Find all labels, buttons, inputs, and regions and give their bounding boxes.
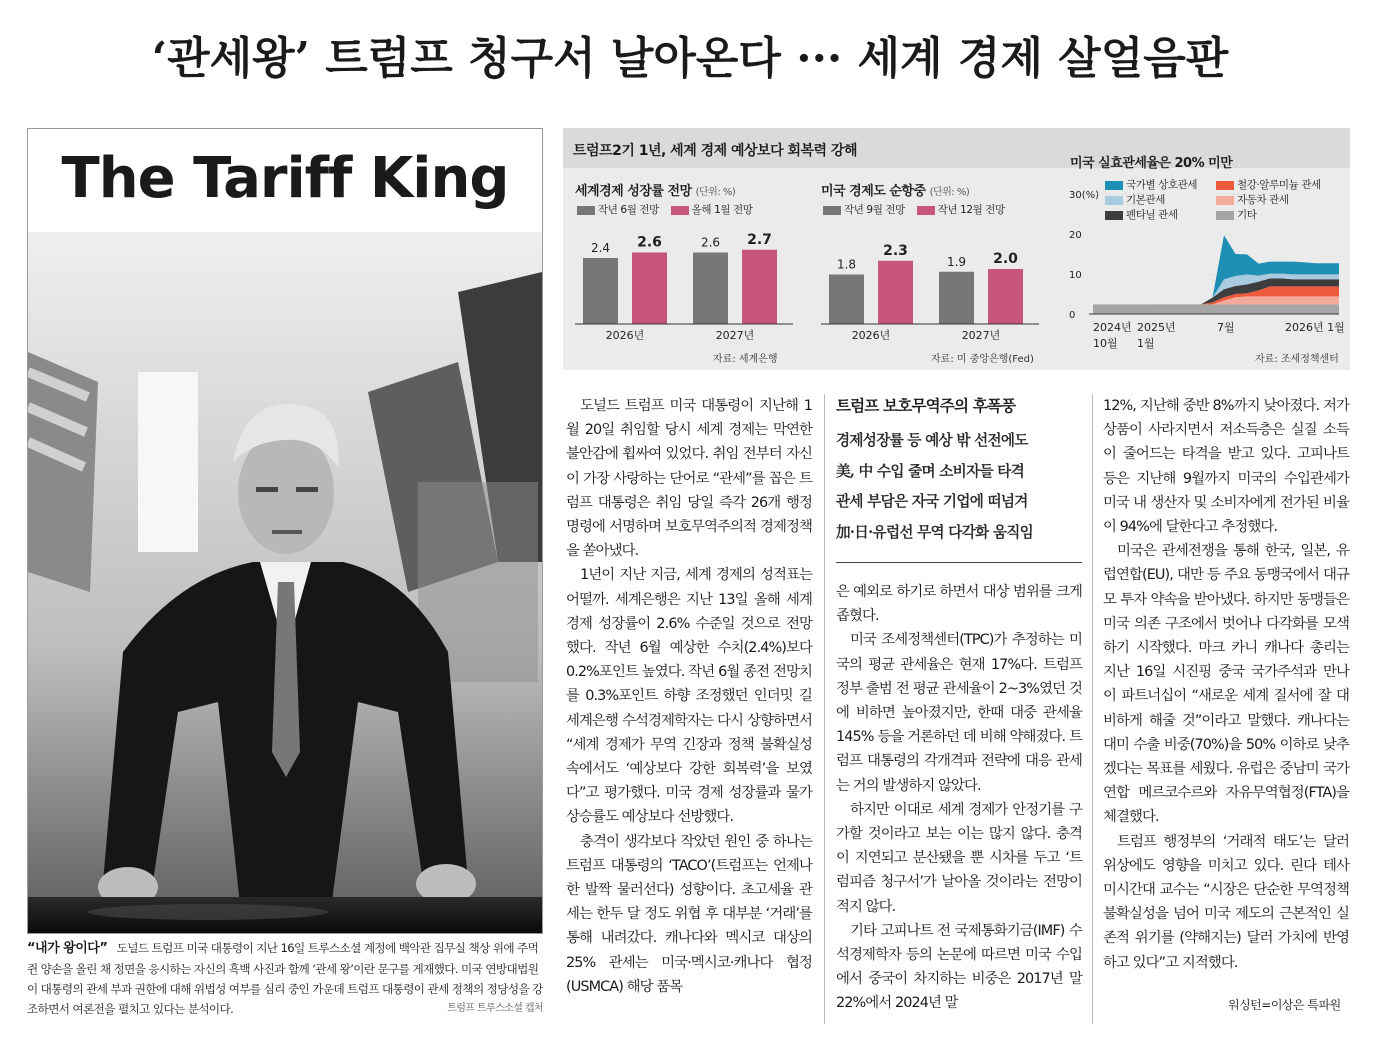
article-column-2	[836, 580, 1082, 1016]
bar-value-label: 2.3	[883, 242, 908, 259]
bar	[939, 272, 974, 324]
bar	[693, 253, 728, 325]
panel3-title: 미국 실효관세율은 20% 미만	[1070, 156, 1233, 171]
bar	[988, 269, 1023, 324]
world-growth-bar-chart	[571, 228, 801, 348]
panel2-title	[821, 180, 969, 199]
x-tick-label: 2025년	[1137, 321, 1176, 334]
legend-label: 펜타닐 관세	[1126, 209, 1178, 221]
legend-label: 국가별 상호관세	[1126, 179, 1198, 191]
panel1-source: 자료: 세계은행	[713, 354, 778, 365]
legend-label: 자동차 관세	[1237, 194, 1289, 206]
article-paragraph: 1년이 지난 지금, 세계 경제의 성적표는 어떨까. 세계은행은 지난 13일 올해 세계 경제 성장률이 2.6% 수준일 것으로 전망했다. 작년 6월 예상한 수치(2.4%)보다 0.2%포인트 높였다. 작년 6월 종전 전망치를 0.3%포인트 하향 조정했던 인더밋 길 세계은행 수석경제학자는 다시 상향하면서 “세계 경제가 무역 긴장과 정책 불확실성 속에서도 ‘예상보다 강한 회복력’을 보였다”고 평가했다. 미국 경제 성장률과 물가상승률도 예상보다 선방했다.	[566, 567, 812, 826]
x-tick-label: 10월	[1093, 337, 1118, 350]
subheadline-line: 美, 中 수입 줄며 소비자들 타격	[836, 462, 1025, 480]
bar	[583, 258, 618, 324]
infographic-title: 트럼프2기 1년, 세계 경제 예상보다 회복력 강해	[573, 143, 857, 159]
byline: 워싱턴=이상은 특파원	[1228, 998, 1341, 1012]
legend-label: 작년 9월 전망	[844, 204, 905, 216]
article-paragraph: 미국 조세정책센터(TPC)가 추정하는 미국의 평균 관세율은 현재 17%다. 트럼프 정부 출범 전 평균 관세율이 2~3%였던 것에 비하면 높아졌지만, 한때 대중 관세율 145% 등을 거론하던 데 비해 약해졌다. 트럼프 대통령의 각개격파 전략에 대응 관세는 거의 발생하지 않았다.	[836, 632, 1082, 794]
legend-swatch-prev	[577, 206, 595, 215]
bar-value-label: 2.0	[993, 251, 1018, 267]
y-tick-label: 30(%)	[1069, 190, 1100, 201]
area-series	[1155, 296, 1339, 304]
bar	[829, 275, 864, 325]
column-divider	[824, 394, 825, 1024]
column-divider	[1092, 394, 1093, 1024]
photo	[27, 128, 543, 934]
x-tick-label: 2027년	[715, 329, 755, 342]
y-tick-label: 10	[1069, 270, 1082, 281]
article-column-3	[1103, 394, 1349, 975]
bar-value-label: 1.9	[946, 254, 967, 269]
article-paragraph: 충격이 생각보다 작았던 원인 중 하나는 트럼프 대통령의 ‘TACO’(트럼프는 언제나 한 발짝 물러선다) 성향이다. 초고세율 관세는 한두 달 정도 위협 후 대부분 ‘거래’를 통해 내려갔다. 캐나다와 멕시코 대상의 25% 관세는 미국·멕시코·캐나다 협정(USMCA) 해당 품목	[566, 833, 812, 995]
subheadline-line: 경제성장률 등 예상 밖 선전에도	[836, 432, 1028, 449]
x-tick-label: 2024년	[1093, 321, 1132, 334]
panel1-title	[575, 180, 735, 199]
caption-text: 도널드 트럼프 미국 대통령이 지난 16일 트루스소셜 계정에 백악관 집무실 책상 위에 주먹 쥔 양손을 올린 채 정면을 응시하는 자신의 흑백 사진과 함께 ‘관세 왕’이란 문구를 게재했다. 미국 연방대법원이 대통령의 관세 부과 권한에 대해 위법성 여부를 심리 중인 가운데 트럼프 대통령이 관세 정책의 정당성을 강조하면서 여론전을 펼치고 있다는 분석이다.	[27, 941, 543, 1016]
photo-title: The Tariff King	[28, 129, 542, 232]
legend-swatch-prev	[823, 206, 841, 215]
article-paragraph: 은 예외로 하기로 하면서 대상 범위를 크게 좁혔다.	[836, 584, 1082, 625]
legend-swatch-new	[917, 206, 935, 215]
article-paragraph: 트럼프 행정부의 ‘거래적 태도’는 달러 위상에도 영향을 미치고 있다. 린다 테사 미시간대 교수는 “시장은 단순한 무역정책 불확실성을 넘어 미국 제도의 근본적인 실존적 위기를 (약해지는) 달러 가치에 반영하고 있다”고 지적했다.	[1103, 833, 1349, 971]
x-tick-label: 7월	[1217, 321, 1235, 334]
panel1-unit: (단위: %)	[695, 187, 736, 198]
panel3-source: 자료: 조세정책센터	[1255, 354, 1339, 365]
legend-label: 철강·알루미늄 관세	[1237, 179, 1321, 191]
article-paragraph: 하지만 이대로 세계 경제가 안정기를 구가할 것이라고 보는 이는 많지 않다. 충격이 지연되고 분산됐을 뿐 시차를 두고 ‘트럼피즘 청구서’가 날아올 것이라는 전망이 적지 않다.	[836, 801, 1082, 915]
panel2-unit: (단위: %)	[929, 187, 970, 198]
subheadline-line: 加·日·유럽선 무역 다각화 움직임	[836, 523, 1034, 541]
photo-credit: 트럼프 트루스소셜 캡처	[447, 1003, 543, 1014]
bar	[632, 253, 667, 325]
bar-value-label: 1.8	[836, 257, 857, 272]
subheadline-line: 관세 부담은 자국 기업에 떠넘겨	[836, 493, 1028, 510]
panel2-source: 자료: 미 중앙은행(Fed)	[931, 354, 1034, 365]
x-tick-label: 2026년	[851, 329, 891, 342]
area-series	[1093, 304, 1155, 314]
bar-value-label: 2.7	[747, 231, 772, 248]
article-paragraph: 미국은 관세전쟁을 통해 한국, 일본, 유럽연합(EU), 대만 등 주요 동맹국에서 대규모 투자 약속을 받아냈다. 하지만 동맹들은 미국 의존 구조에서 벗어나 다각화를 모색하기 시작했다. 마크 카니 캐나다 총리는 지난 16일 시진핑 중국 국가주석과 만나 이 파트너십이 “새로운 세계 질서에 잘 대비하게 해줄 것”이라고 말했다. 캐나다는 대미 수출 비중(70%)을 50% 이하로 낮추겠다는 목표를 세웠다. 유럽은 중남미 국가 연합 메르코수르와 자유무역협정(FTA)을 체결했다.	[1103, 543, 1349, 826]
bar-value-label: 2.4	[590, 241, 611, 255]
x-tick-label: 2026년	[605, 329, 645, 342]
panel1-legend	[577, 202, 753, 217]
bar-value-label: 2.6	[637, 234, 662, 251]
legend-label: 작년 12월 전망	[937, 204, 1005, 216]
panel1-title-text: 세계경제 성장률 전망	[575, 184, 692, 199]
legend-label: 작년 6월 전망	[598, 204, 659, 216]
headline: ‘관세왕’ 트럼프 청구서 날아온다 ··· 세계 경제 살얼음판	[151, 33, 1229, 84]
effective-tariff-area-chart	[1067, 174, 1347, 364]
subheadline-main: 트럼프 보호무역주의 후폭풍	[836, 396, 1016, 415]
caption-label: “내가 왕이다”	[27, 941, 108, 956]
x-tick-label: 1월	[1137, 337, 1155, 350]
legend-label: 기타	[1237, 209, 1257, 221]
panel2-legend	[823, 202, 1005, 217]
subheadline-divider	[836, 562, 1082, 563]
trump-photo-image	[28, 232, 542, 933]
us-growth-bar-chart	[817, 228, 1047, 348]
y-tick-label: 20	[1069, 230, 1082, 241]
y-tick-label: 0	[1069, 310, 1076, 321]
article-paragraph: 도널드 트럼프 미국 대통령이 지난해 1월 20일 취임할 당시 세계 경제는 막연한 불안감에 휩싸여 있었다. 취임 전부터 자신이 가장 사랑하는 단어로 “관세”를 꼽은 트럼프 대통령은 취임 당일 즉각 26개 행정명령에 서명하며 보호무역주의적 경제정책을 쏟아냈다.	[566, 398, 812, 560]
area-series	[1155, 304, 1339, 314]
legend-label: 기본관세	[1126, 194, 1165, 206]
legend-label: 올해 1월 전망	[691, 204, 753, 216]
bar	[742, 250, 777, 324]
x-tick-label: 2027년	[961, 329, 1001, 342]
subheadline-block	[836, 394, 1082, 548]
bar	[878, 261, 913, 324]
article-paragraph: 기타 고피나트 전 국제통화기금(IMF) 수석경제학자 등의 논문에 따르면 미국 수입에서 중국이 차지하는 비중은 2017년 말 22%에서 2024년 말	[836, 922, 1082, 1012]
article-paragraph: 12%, 지난해 중반 8%까지 낮아졌다. 저가 상품이 사라지면서 저소득층은 실질 소득이 줄어드는 타격을 받고 있다. 고피나트 등은 지난해 9월까지 미국의 수입관세가 미국 내 생산자 및 소비자에게 전가된 비율이 94%에 달한다고 추정했다.	[1103, 398, 1349, 536]
article-column-1	[566, 394, 812, 999]
legend-swatch-new	[671, 206, 689, 215]
bar-value-label: 2.6	[700, 235, 721, 250]
photo-caption	[27, 938, 543, 1019]
x-tick-label: 2026년 1월	[1285, 321, 1345, 334]
infographic	[563, 128, 1350, 370]
panel2-title-text: 미국 경제도 순항중	[821, 184, 926, 199]
